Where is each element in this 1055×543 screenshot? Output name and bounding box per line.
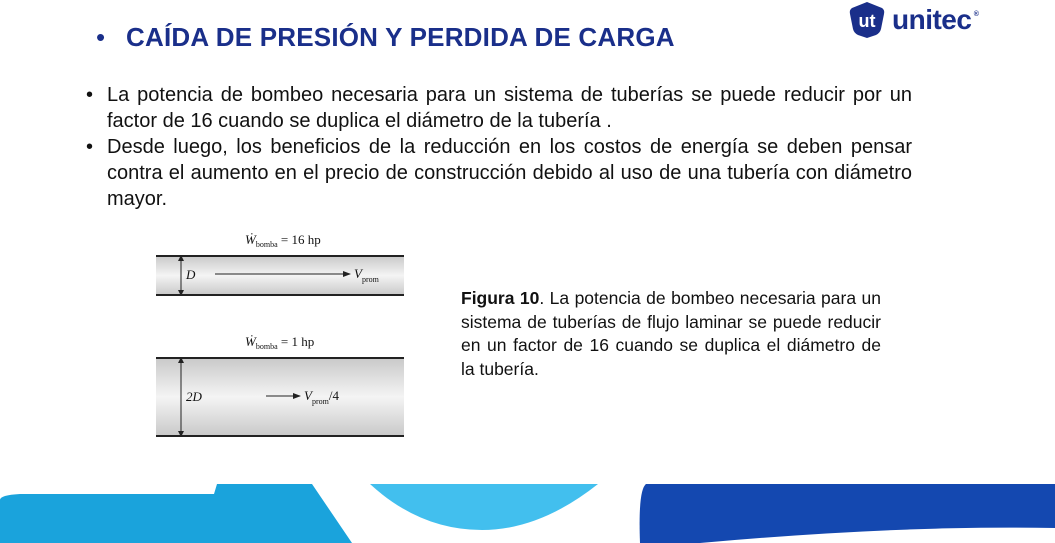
footer-light-cyan-arc — [370, 484, 598, 530]
logo-wordmark-text: unitec — [892, 4, 972, 35]
slide-title-row — [96, 22, 675, 53]
footer-decoration — [0, 470, 1055, 543]
bottom-pump-power-label: Ẇ$_{bomba}$ = 1 hp — [245, 334, 315, 351]
top-pump-power-label: Ẇ$_{bomba}$ = 16 hp — [245, 232, 321, 249]
top-pipe — [156, 232, 404, 295]
top-diameter-label: D — [186, 267, 196, 282]
footer-cyan-shape — [0, 484, 352, 543]
top-velocity-label: $V_{prom}$ — [354, 266, 379, 284]
bottom-diameter-label: 2D — [186, 389, 202, 404]
bullet-list — [86, 82, 912, 212]
logo-registered-mark: ® — [973, 11, 979, 18]
figure-caption-label: Figura 10 — [461, 288, 540, 308]
unitec-shield-icon — [848, 1, 886, 39]
unitec-logo — [848, 0, 998, 40]
title-bullet: • — [96, 22, 106, 52]
figure-caption-text: . La potencia de bombeo necesaria para un sistema de tuberías de flujo laminar se puede reducir en un factor de 16 cuando se duplica el diámetro de la tubería. — [461, 288, 881, 379]
slide-title: CAÍDA DE PRESIÓN Y PERDIDA DE CARGA — [126, 22, 675, 52]
logo-wordmark — [892, 4, 979, 36]
bottom-pipe — [156, 334, 404, 436]
pipe-diagram — [150, 228, 412, 442]
bullet-item: • Desde luego, los beneficios de la reducción en los costos de energía se deben pensar contra el aumento en el precio de construcción debido al uso de una tubería con diámetro mayor. — [86, 134, 912, 212]
bullet-item: • La potencia de bombeo necesaria para un sistema de tuberías se puede reducir por un factor de 16 cuando se duplica el diámetro de la tubería . — [86, 82, 912, 134]
logo-monogram: ut — [858, 11, 876, 31]
figure-caption — [461, 287, 881, 381]
bottom-velocity-label: $V_{prom}/4$ — [304, 388, 339, 406]
